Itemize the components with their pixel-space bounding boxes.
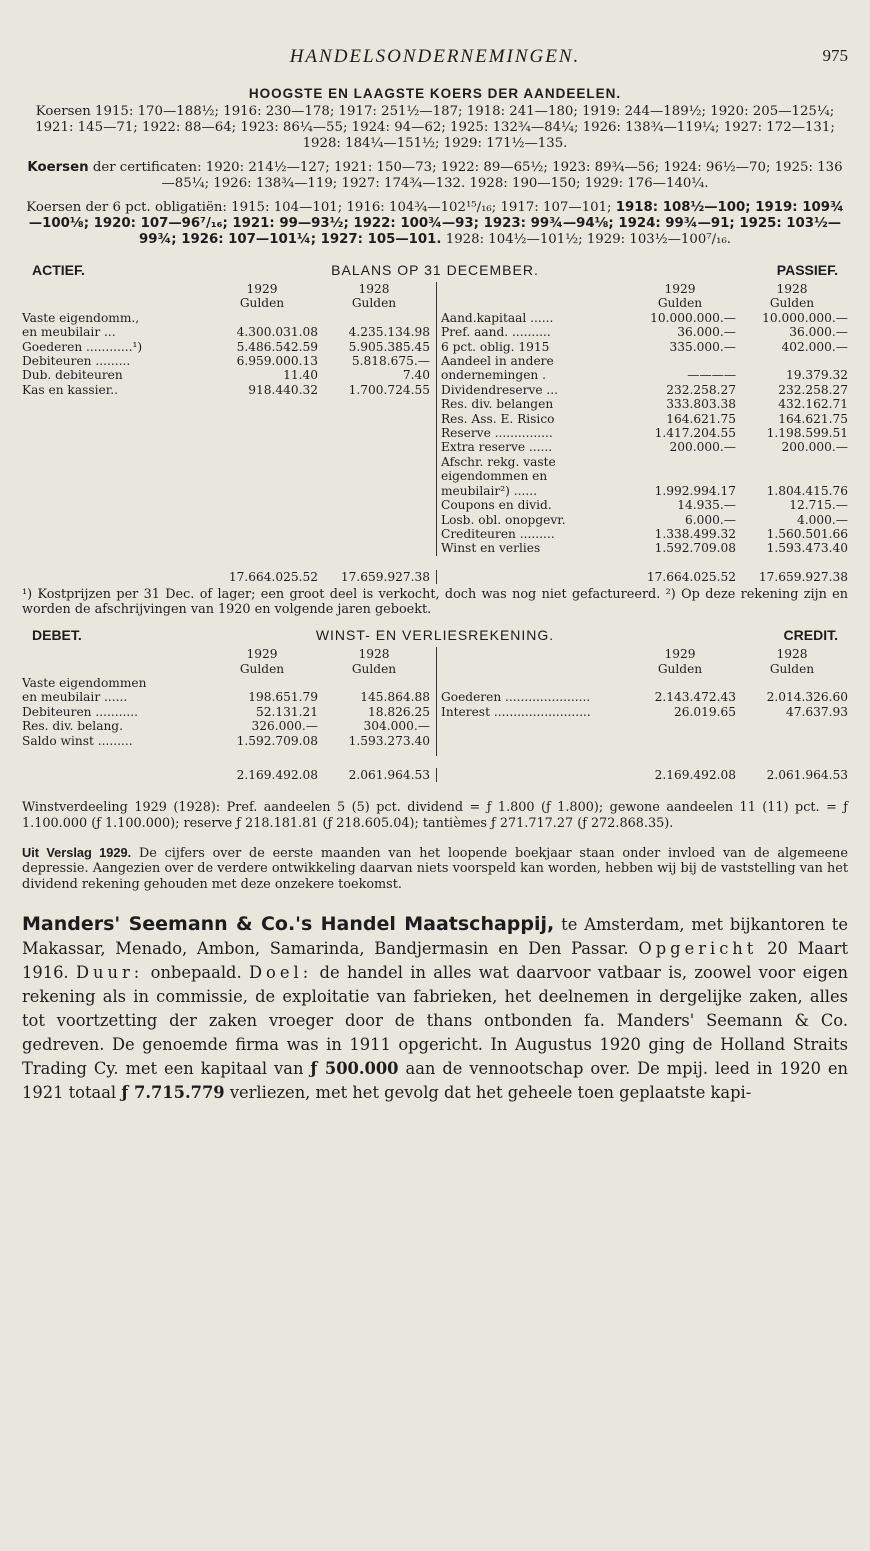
passief-row [441, 469, 848, 483]
company-text-1: te Amsterdam, met bijkantoren te Makassar, Menado, Ambon, Samarinda, Bandjermasin en Den Passar. [22, 915, 848, 959]
actief-row [22, 368, 430, 382]
kapitaal-1: ƒ 500.000 [310, 1059, 399, 1079]
passief-row-value-1: 333.803.38 [666, 397, 736, 412]
winstverdeeling: Winstverdeeling 1929 (1928): Pref. aandeelen 5 (5) pct. dividend = ƒ 1.800 (ƒ 1.800); gewone aandeelen 11 (11) pct. = ƒ 1.100.000 (ƒ 1.100.000); reserve ƒ 218.181.81 (ƒ 218.605.04); tantièmes ƒ 271.717.27 (ƒ 272.868.35). [22, 800, 848, 831]
actief-total-2: 17.659.927.38 [340, 569, 430, 584]
actief-row [22, 354, 430, 368]
actief-row-value-1: 918.440.32 [248, 382, 318, 397]
debet-row-label: Saldo winst ......... [22, 733, 133, 748]
koersen-aandeelen: Koersen 1915: 170—188½; 1916: 230—178; 1917: 251½—187; 1918: 241—180; 1919: 244—189½; 1920: 205—125¼; 1921: 145—71; 1922: 88—64; 1923: 86¼—55; 1924: 94—62; 1925: 132¾—84¼; 1926: 138¾—119¼; 1927: 172—131; 1928: 184¼—151½; 1929: 171½—135. [35, 104, 835, 151]
passief-row-label: Res. div. belangen [441, 397, 554, 412]
actief-total-1: 17.664.025.52 [228, 569, 318, 584]
actief-unit-1: Gulden [239, 296, 285, 311]
actief-unit-2: Gulden [351, 296, 397, 311]
passief-row-value-1: 1.417.204.55 [654, 426, 736, 441]
passief-total-1: 17.664.025.52 [646, 569, 736, 584]
credit-total [436, 768, 848, 782]
passief-row-label: Aand.kapitaal ...... [441, 310, 554, 325]
passief-row [441, 527, 848, 541]
passief-row-value-1: 232.258.27 [666, 382, 736, 397]
debet-total-2: 2.061.964.53 [348, 767, 430, 782]
actief-year-1: 1929 [246, 282, 278, 296]
passief-unit-1: Gulden [657, 296, 703, 311]
passief-row [441, 498, 848, 512]
passief-row-value-2: 1.804.415.76 [766, 483, 848, 498]
passief-row-value-1: 200.000.— [669, 440, 736, 455]
debet-row [22, 676, 430, 690]
passief-row-value-2: 1.560.501.66 [766, 526, 848, 541]
balans-footnote: ¹) Kostprijzen per 31 Dec. of lager; een groot deel is verkocht, doch was nog niet gefactureerd. ²) Op deze rekening zijn en worden de afschrijvingen van 1920 en volgende jaren geboekt. [22, 587, 848, 618]
credit-label: CREDIT. [783, 627, 838, 644]
actief-row-label: en meubilair ... [22, 325, 116, 340]
passief-row-value-2: 10.000.000.— [762, 310, 848, 325]
passief-row-value-2: 19.379.32 [785, 368, 848, 383]
debet-row [22, 690, 430, 704]
passief-row-value-1: ———— [687, 368, 736, 383]
passief-rows [441, 311, 848, 556]
passief-row [441, 368, 848, 382]
credit-row-value-1: 2.143.472.43 [654, 690, 736, 705]
debet-label: DEBET. [32, 627, 82, 644]
passief-row-label: 6 pct. oblig. 1915 [441, 339, 550, 354]
actief-row-value-2: 5.818.675.— [351, 354, 430, 369]
passief-year-1: 1929 [664, 282, 696, 296]
debet-row [22, 705, 430, 719]
actief-year-2: 1928 [358, 282, 390, 296]
passief-row [441, 397, 848, 411]
debet-row-value-1: 198.651.79 [248, 690, 318, 705]
obligatien-intro: Koersen der 6 pct. obligatiën: 1915: 104—101; 1916: 104¾—102¹⁵/₁₆; 1917: 107—101; [26, 200, 612, 215]
credit-year-2: 1928 [776, 647, 808, 662]
debet-row-label: Vaste eigendommen [22, 675, 147, 690]
credit-total-2: 2.061.964.53 [766, 767, 848, 782]
passief-row-value-1: 335.000.— [669, 339, 736, 354]
debet-total [22, 768, 436, 782]
debet-row-value-2: 18.826.25 [367, 704, 430, 719]
debet-year-2: 1928 [358, 647, 390, 662]
passief-row-label: Afschr. rekg. vaste [441, 454, 556, 469]
actief-label: ACTIEF. [32, 262, 85, 278]
passief-year-2: 1928 [776, 282, 808, 296]
passief-column [436, 282, 848, 556]
obligatien-bold: 1918: 108½—100; 1919: 109¾—100⅛; 1920: 107—96⁷/₁₆; 1921: 99—93½; 1922: 100¾—93; 1923: 99¾—94⅛; 1924: 99¾—91; 1925: 103½—99¾; 1926: 107—101¼; 1927: 105—101. [28, 200, 844, 247]
actief-row-value-2: 5.905.385.45 [348, 339, 430, 354]
actief-row [22, 383, 430, 397]
passief-year-header [441, 282, 848, 296]
credit-column [436, 647, 848, 756]
passief-row [441, 513, 848, 527]
actief-row-value-2: 1.700.724.55 [348, 382, 430, 397]
credit-row-value-2: 2.014.326.60 [766, 690, 848, 705]
debet-total-1: 2.169.492.08 [236, 767, 318, 782]
debet-row [22, 734, 430, 748]
actief-total [22, 570, 436, 584]
passief-row [441, 340, 848, 354]
debet-row-value-1: 52.131.21 [255, 704, 318, 719]
passief-unit-header [441, 296, 848, 310]
duur-label: Duur: [75, 963, 144, 983]
passief-row-value-2: 4.000.— [797, 512, 848, 527]
passief-row-value-1: 164.621.75 [666, 411, 736, 426]
company-text-3: onbepaald. [150, 963, 242, 983]
credit-row-value-1: 26.019.65 [673, 704, 736, 719]
passief-unit-2: Gulden [769, 296, 815, 311]
passief-row [441, 484, 848, 498]
company-entry [22, 912, 848, 1105]
company-name: Manders' Seemann & Co.'s Handel Maatschappij, [22, 913, 555, 936]
debet-column [22, 647, 436, 756]
passief-row-label: Dividendreserve ... [441, 382, 559, 397]
actief-row-label: Vaste eigendomm., [22, 310, 140, 325]
passief-row-value-2: 1.593.473.40 [766, 541, 848, 556]
passief-row-value-1: 1.992.994.17 [654, 483, 736, 498]
company-text-5: aan de vennootschap over. De mpij. leed in 1920 en 1921 totaal [22, 1059, 848, 1103]
passief-row-label: Winst en verlies [441, 541, 541, 556]
passief-row-value-1: 14.935.— [677, 498, 736, 513]
debet-row-value-2: 145.864.88 [360, 690, 430, 705]
page [0, 46, 870, 1551]
credit-total-1: 2.169.492.08 [654, 767, 736, 782]
running-header [22, 46, 848, 86]
passief-row [441, 541, 848, 555]
debet-row-value-1: 1.592.709.08 [236, 733, 318, 748]
passief-total-2: 17.659.927.38 [758, 569, 848, 584]
passief-total [436, 570, 848, 584]
passief-row-value-2: 36.000.— [789, 325, 848, 340]
credit-rows [441, 690, 848, 719]
credit-unit-header [441, 662, 848, 676]
passief-row-value-1: 36.000.— [677, 325, 736, 340]
credit-row-label: Goederen ...................... [441, 690, 591, 705]
passief-row [441, 354, 848, 368]
balans-table [22, 282, 848, 556]
passief-row-label: meubilair²) ...... [441, 483, 537, 498]
company-text-6: verliezen, met het gevolg dat het geheele toen geplaatste kapi- [229, 1083, 752, 1103]
debet-rows [22, 676, 430, 748]
balans-totals [22, 570, 848, 584]
company-text-4: de handel in alles wat daarvoor vatbaar is, zoowel voor eigen rekening als in commissie, de exploitatie van fabrieken, het deelnemen in dergelijke zaken, alles tot voortzetting der zaken vroeger door de thans ontbonden fa. Manders' Seemann & Co. gedreven. De genoemde firma was in 1911 opgericht. In Augustus 1920 ging de Holland Straits Trading Cy. met een kapitaal van [22, 963, 848, 1079]
passief-row-value-2: 232.258.27 [778, 382, 848, 397]
debet-unit-1: Gulden [239, 661, 285, 676]
debet-row-label: en meubilair ...... [22, 690, 128, 705]
balans-heading [22, 262, 848, 282]
passief-row-value-2: 1.198.599.51 [766, 426, 848, 441]
passief-row-label: eigendommen en [441, 469, 548, 484]
passief-row-value-1: 1.338.499.32 [654, 526, 736, 541]
actief-row-value-2: 4.235.134.98 [348, 325, 430, 340]
passief-row-value-1: 1.592.709.08 [654, 541, 736, 556]
debet-unit-2: Gulden [351, 661, 397, 676]
passief-row-value-2: 200.000.— [781, 440, 848, 455]
actief-row [22, 340, 430, 354]
koersen-title: HOOGSTE EN LAAGSTE KOERS DER AANDEELEN. [248, 86, 622, 101]
passief-row-label: Res. Ass. E. Risico [441, 411, 555, 426]
actief-row-value-1: 5.486.542.59 [236, 339, 318, 354]
passief-row-value-2: 402.000.— [781, 339, 848, 354]
credit-unit-2: Gulden [769, 661, 815, 676]
credit-unit-1: Gulden [657, 661, 703, 676]
wv-table [22, 647, 848, 756]
passief-row-value-1: 6.000.— [685, 512, 736, 527]
wv-title: WINST- EN VERLIESREKENING. [315, 627, 555, 644]
debet-row-value-1: 326.000.— [251, 719, 318, 734]
actief-row [22, 311, 430, 325]
passief-row [441, 426, 848, 440]
credit-row [441, 690, 848, 704]
passief-row-value-1: 10.000.000.— [650, 310, 736, 325]
credit-row [441, 705, 848, 719]
passief-row [441, 383, 848, 397]
actief-row-label: Goederen ............¹) [22, 339, 143, 354]
passief-row-label: Pref. aand. .......... [441, 325, 551, 340]
actief-year-header [22, 282, 430, 296]
passief-row [441, 440, 848, 454]
actief-row-value-1: 11.40 [283, 368, 318, 383]
passief-row-label: Losb. obl. onopgevr. [441, 512, 566, 527]
debet-year-header [22, 647, 430, 661]
passief-row [441, 325, 848, 339]
passief-row-value-2: 164.621.75 [778, 411, 848, 426]
certificaten-text: der certificaten: 1920: 214½—127; 1921: 150—73; 1922: 89—65½; 1923: 89¾—56; 1924: 96½—70; 1925: 136—85¼; 1926: 138¾—119; 1927: 174¾—132. 1928: 190—150; 1929: 176—140¼. [92, 160, 843, 191]
passief-row [441, 311, 848, 325]
running-title: HANDELSONDERNEMINGEN. [289, 46, 581, 67]
verslag-text: De cijfers over de eerste maanden van het loopende boekjaar staan onder invloed van de algemeene depressie. Aangezien over de verdere ontwikkeling daarvan niets voorspeld kan worden, hebben wij bij de vaststelling van het dividend rekening gehouden met deze onzekere toekomst. [22, 845, 848, 892]
actief-row-value-1: 4.300.031.08 [236, 325, 318, 340]
koersen-obligatien [22, 200, 848, 248]
obligatien-end: 1928: 104½—101½; 1929: 103½—100⁷/₁₆. [445, 232, 732, 247]
company-text-2: 20 Maart 1916. [22, 939, 848, 983]
debet-unit-header [22, 662, 430, 676]
credit-row-label: Interest ......................... [441, 704, 591, 719]
passief-row [441, 455, 848, 469]
actief-row-label: Debiteuren ......... [22, 354, 131, 369]
actief-row-value-2: 7.40 [402, 368, 430, 383]
actief-column [22, 282, 436, 556]
passief-row-label: ondernemingen . [441, 368, 547, 383]
actief-row [22, 325, 430, 339]
actief-rows [22, 311, 430, 397]
passief-row-label: Reserve ............... [441, 426, 553, 441]
debet-row [22, 719, 430, 733]
wv-heading [22, 627, 848, 647]
passief-row-label: Extra reserve ...... [441, 440, 553, 455]
passief-row-label: Aandeel in andere [441, 354, 554, 369]
debet-row-label: Debiteuren ........... [22, 704, 139, 719]
actief-row-value-1: 6.959.000.13 [236, 354, 318, 369]
opgericht-label: Opgericht [638, 939, 758, 959]
passief-row-label: Crediteuren ......... [441, 526, 555, 541]
debet-row-label: Res. div. belang. [22, 719, 123, 734]
verslag-label: Uit Verslag 1929. [22, 844, 132, 860]
passief-row [441, 412, 848, 426]
passief-row-label: Coupons en divid. [441, 498, 552, 513]
koersen-certificaten [22, 160, 848, 192]
kapitaal-2: ƒ 7.715.779 [121, 1083, 225, 1103]
wv-totals [22, 768, 848, 782]
page-number: 975 [822, 46, 848, 65]
actief-row-label: Dub. debiteuren [22, 368, 123, 383]
balans-title: BALANS OP 31 DECEMBER. [331, 262, 539, 278]
passief-row-value-2: 12.715.— [789, 498, 848, 513]
verslag [22, 845, 848, 893]
credit-row-value-2: 47.637.93 [785, 704, 848, 719]
certificaten-label: Koersen [27, 160, 89, 175]
debet-row-value-2: 304.000.— [363, 719, 430, 734]
debet-year-1: 1929 [246, 647, 278, 662]
passief-row-value-2: 432.162.71 [778, 397, 848, 412]
actief-unit-header [22, 296, 430, 310]
credit-year-1: 1929 [664, 647, 696, 662]
debet-row-value-2: 1.593.273.40 [348, 733, 430, 748]
doel-label: Doel: [249, 963, 313, 983]
passief-label: PASSIEF. [776, 262, 838, 278]
actief-row-label: Kas en kassier.. [22, 382, 118, 397]
credit-year-header [441, 647, 848, 661]
